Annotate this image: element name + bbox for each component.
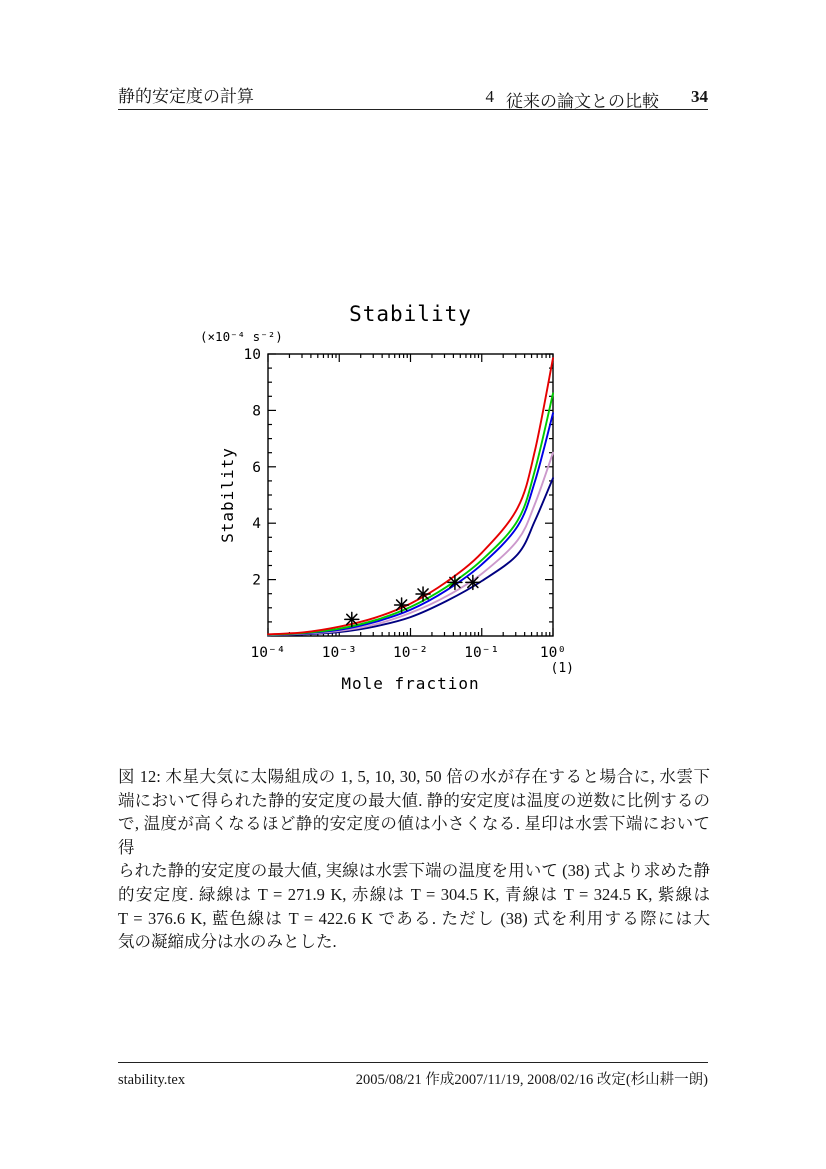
x-axis-title: Mole fraction [341,674,480,693]
caption-line: T = 376.6 K, 藍色線は T = 422.6 K である. ただし (38) 式を利用する際には大 [118,908,710,928]
caption-line: で, 温度が高くなるほど静的安定度の値は小さくなる. 星印は水雲下端において得 [118,814,710,857]
chart-title: Stability [349,302,472,326]
caption-line: 気の凝縮成分は水のみとした. [118,932,337,952]
figure-caption [118,765,710,954]
stability-figure [200,288,580,700]
stability-chart [200,288,580,700]
footer-rule [118,1062,708,1063]
axis-ticks [268,354,553,636]
star-marker [395,598,409,612]
x-tick-label: 10⁻¹ [464,645,500,661]
x-tick-label: 10⁻³ [321,645,357,661]
stability-curve [268,358,553,634]
star-markers [345,575,480,626]
running-header [118,82,708,112]
stability-curve [268,394,553,635]
section-number: 4 [485,87,494,106]
section-title: 従来の論文との比較 [506,92,659,111]
star-marker [345,612,359,626]
footer-filename: stability.tex [118,1072,186,1088]
caption-line: 的安定度. 緑線は T = 271.9 K, 赤線は T = 304.5 K, 青線は T = 324.5 K, 紫線は [118,884,710,904]
y-tick-label: 6 [252,459,261,476]
x-tick-label: 10⁻² [393,645,428,661]
y-tick-label: 8 [252,403,261,420]
plot-frame [268,354,553,636]
stability-curve [268,413,553,635]
star-marker [416,587,430,601]
page-footer [118,1068,708,1089]
caption-line: 端において得られた静的安定度の最大値. 静的安定度は温度の逆数に比例するの [118,790,710,810]
y-tick-label: 10 [243,347,261,363]
x-tick-label: 10⁰ [539,645,567,661]
x-axis-unit-label: (1) [550,661,574,676]
x-tick-label: 10⁻⁴ [250,645,286,661]
star-marker [466,575,480,589]
y-axis-title: Stability [218,447,237,543]
caption-line: 図 12: 木星大気に太陽組成の 1, 5, 10, 30, 50 倍の水が存在すると場合に, 水雲下 [118,767,710,786]
header-rule [118,109,708,110]
running-header-title: 静的安定度の計算 [118,87,254,106]
y-tick-label: 4 [252,516,261,533]
stability-curve [268,478,553,635]
footer-revision-dates: 2005/08/21 作成2007/11/19, 2008/02/16 改定(杉山耕一朗) [355,1072,708,1088]
y-axis-unit-label: (×10⁻⁴ s⁻²) [200,329,283,344]
star-marker [448,575,462,589]
page-number: 34 [691,87,708,106]
y-tick-label: 2 [252,572,261,589]
caption-line: られた静的安定度の最大値, 実線は水雲下端の温度を用いて (38) 式より求めた静 [118,861,710,881]
